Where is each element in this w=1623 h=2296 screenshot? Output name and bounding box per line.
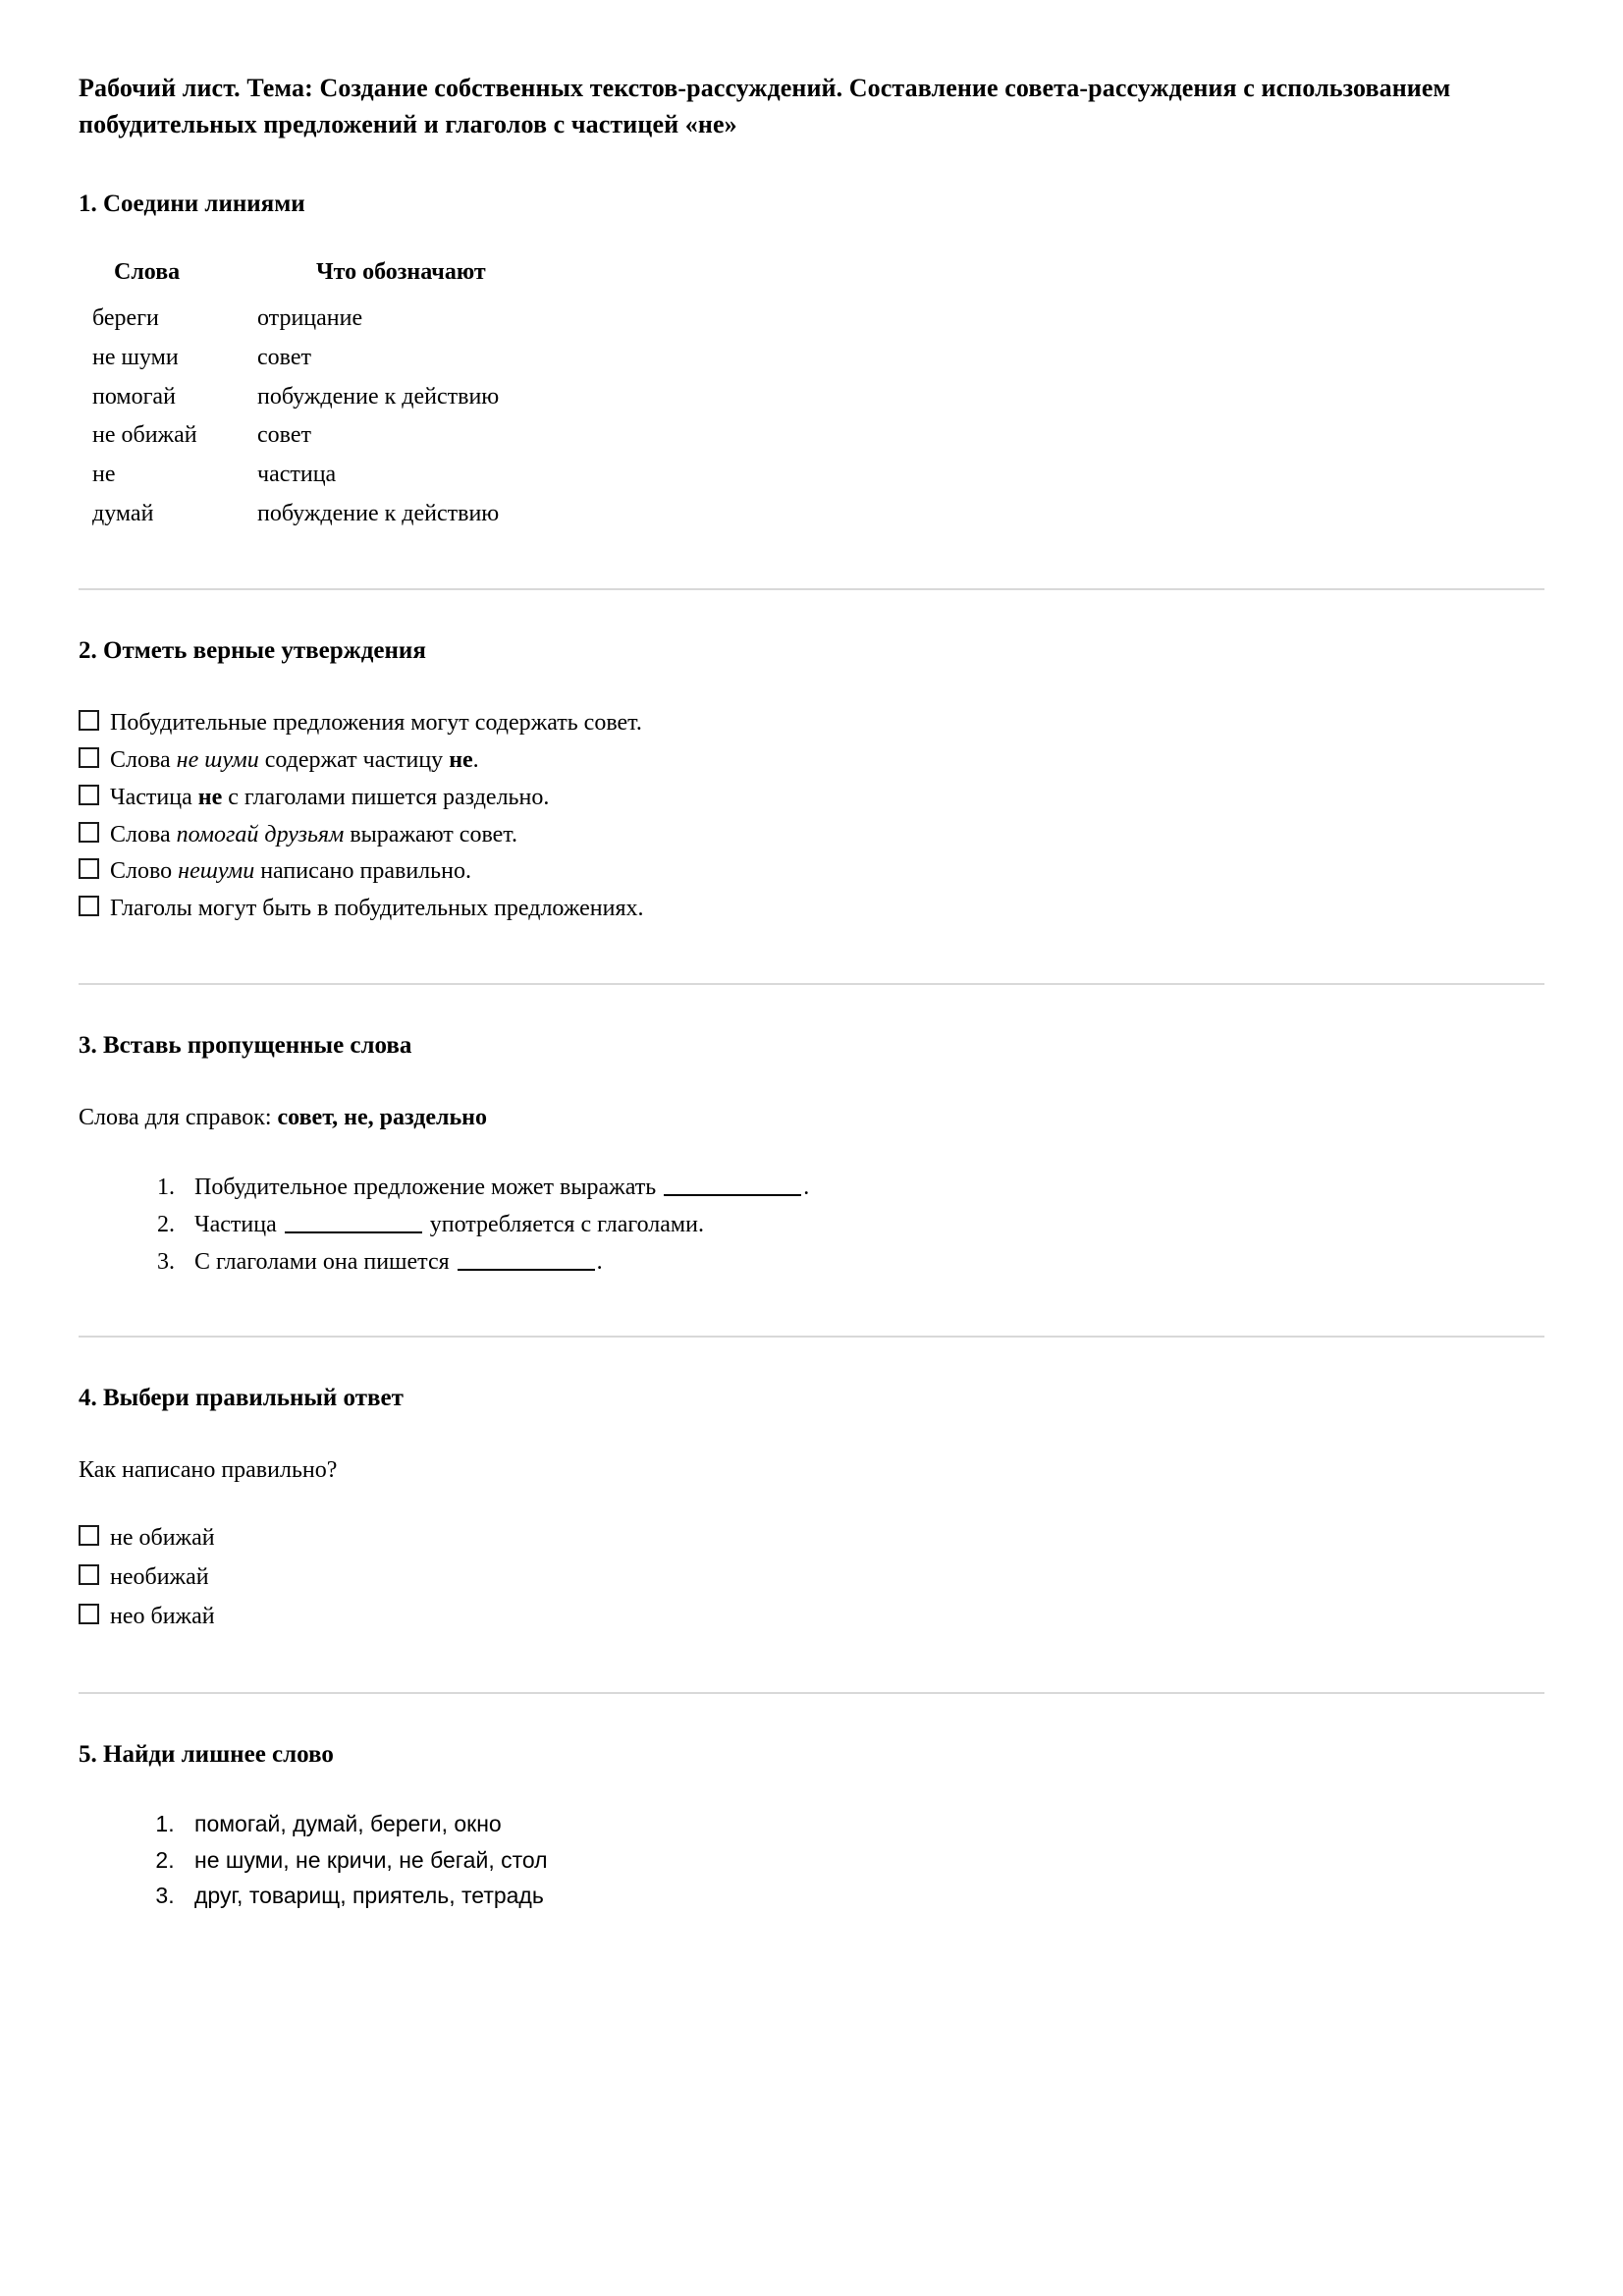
- match-meaning[interactable]: частица: [257, 462, 337, 487]
- table-row[interactable]: [79, 339, 499, 378]
- task-3-heading: 3. Вставь пропущенные слова: [79, 1032, 412, 1060]
- match-meaning[interactable]: побуждение к действию: [257, 383, 500, 410]
- checkbox-icon[interactable]: [79, 785, 99, 805]
- table-header-row: [79, 259, 499, 300]
- task-5-heading: 5. Найди лишнее слово: [79, 1740, 334, 1768]
- statement-text: Частица не с глаголами пишется раздельно.: [110, 784, 550, 810]
- task-4-question: Как написано правильно?: [79, 1456, 338, 1483]
- list-item[interactable]: 2. не шуми, не кричи, не бегай, стол: [181, 1842, 1544, 1879]
- section-divider: [79, 588, 1544, 590]
- task-4-heading: 4. Выбери правильный ответ: [79, 1385, 404, 1412]
- list-item[interactable]: [79, 705, 1544, 742]
- list-item[interactable]: [79, 1519, 1544, 1558]
- true-statements-list: [79, 705, 1544, 928]
- checkbox-icon[interactable]: [79, 858, 99, 879]
- list-item[interactable]: [79, 742, 1544, 780]
- table-row[interactable]: [79, 300, 499, 339]
- fill-blank-sentence: С глаголами она пишется .: [194, 1249, 603, 1275]
- match-word[interactable]: не: [92, 462, 116, 487]
- match-word[interactable]: помогай: [92, 383, 176, 410]
- list-item[interactable]: [79, 780, 1544, 817]
- list-item[interactable]: [181, 1169, 1544, 1206]
- column-header-words: Слова: [114, 259, 181, 286]
- list-item[interactable]: 1. помогай, думай, береги, окно: [181, 1806, 1544, 1842]
- checkbox-icon[interactable]: [79, 822, 99, 843]
- section-divider: [79, 1692, 1544, 1694]
- match-meaning[interactable]: отрицание: [257, 305, 363, 332]
- fill-blank-sentence: Побудительное предложение может выражать .: [194, 1175, 809, 1200]
- match-word[interactable]: не обижай: [92, 422, 197, 449]
- list-item[interactable]: [79, 891, 1544, 928]
- statement-text: Слова помогай друзьям выражают совет.: [110, 821, 517, 847]
- match-word[interactable]: думай: [92, 500, 154, 526]
- checkbox-icon[interactable]: [79, 747, 99, 768]
- answer-options-list: [79, 1519, 1544, 1637]
- statement-text: Слова не шуми содержат частицу не.: [110, 746, 479, 773]
- task-3-section: [79, 1030, 1544, 1281]
- column-header-meanings: Что обозначают: [316, 259, 486, 286]
- statement-text: Слово нешуми написано правильно.: [110, 858, 471, 885]
- table-row[interactable]: [79, 456, 499, 495]
- match-meaning[interactable]: побуждение к действию: [257, 500, 500, 526]
- list-item[interactable]: [79, 1598, 1544, 1637]
- checkbox-icon[interactable]: [79, 1525, 99, 1546]
- reference-words-value: совет, не, раздельно: [277, 1104, 487, 1130]
- list-item[interactable]: [79, 853, 1544, 891]
- fill-in-blank-list: [79, 1169, 1544, 1281]
- list-item[interactable]: [181, 1206, 1544, 1243]
- statement-text: Глаголы могут быть в побудительных предложениях.: [110, 896, 644, 922]
- list-item[interactable]: 3. друг, товарищ, приятель, тетрадь: [181, 1878, 1544, 1914]
- list-item[interactable]: [181, 1243, 1544, 1281]
- task-5-section: [79, 1739, 1544, 1914]
- reference-words-label: Слова для справок:: [79, 1104, 278, 1130]
- option-label: не обижай: [110, 1525, 215, 1552]
- table-row[interactable]: [79, 495, 499, 534]
- matching-table: [79, 259, 499, 533]
- task-2-heading: 2. Отметь верные утверждения: [79, 637, 426, 665]
- reference-words-line: [79, 1102, 1544, 1133]
- match-meaning[interactable]: совет: [257, 422, 311, 449]
- odd-one-out-list: [79, 1806, 1544, 1914]
- checkbox-icon[interactable]: [79, 710, 99, 731]
- match-word[interactable]: не шуми: [92, 344, 179, 370]
- option-label: нео бижай: [110, 1603, 215, 1629]
- page-title: Рабочий лист. Тема: Создание собственных текстов-рассуждений. Составление совета-рассуждения с использованием побудительных предложений и глаголов с частицей «не»: [79, 74, 1451, 138]
- fill-blank-sentence: Частица употребляется с глаголами.: [194, 1212, 704, 1237]
- section-divider: [79, 983, 1544, 985]
- match-word[interactable]: береги: [92, 305, 159, 332]
- task-1-section: [79, 189, 1544, 534]
- checkbox-icon[interactable]: [79, 1604, 99, 1624]
- matching-table-body: [79, 300, 499, 533]
- option-label: необижай: [110, 1563, 209, 1590]
- blank-line[interactable]: [285, 1208, 422, 1233]
- table-row[interactable]: [79, 378, 499, 417]
- task-2-section: [79, 635, 1544, 928]
- checkbox-icon[interactable]: [79, 896, 99, 916]
- statement-text: Побудительные предложения могут содержать совет.: [110, 709, 642, 736]
- list-item[interactable]: [79, 817, 1544, 854]
- blank-line[interactable]: [664, 1171, 801, 1196]
- list-item[interactable]: [79, 1558, 1544, 1598]
- blank-line[interactable]: [458, 1245, 595, 1271]
- task-1-heading: 1. Соедини линиями: [79, 190, 305, 217]
- match-meaning[interactable]: совет: [257, 344, 311, 370]
- section-divider: [79, 1336, 1544, 1338]
- task-4-section: [79, 1383, 1544, 1637]
- checkbox-icon[interactable]: [79, 1564, 99, 1585]
- table-row[interactable]: [79, 416, 499, 456]
